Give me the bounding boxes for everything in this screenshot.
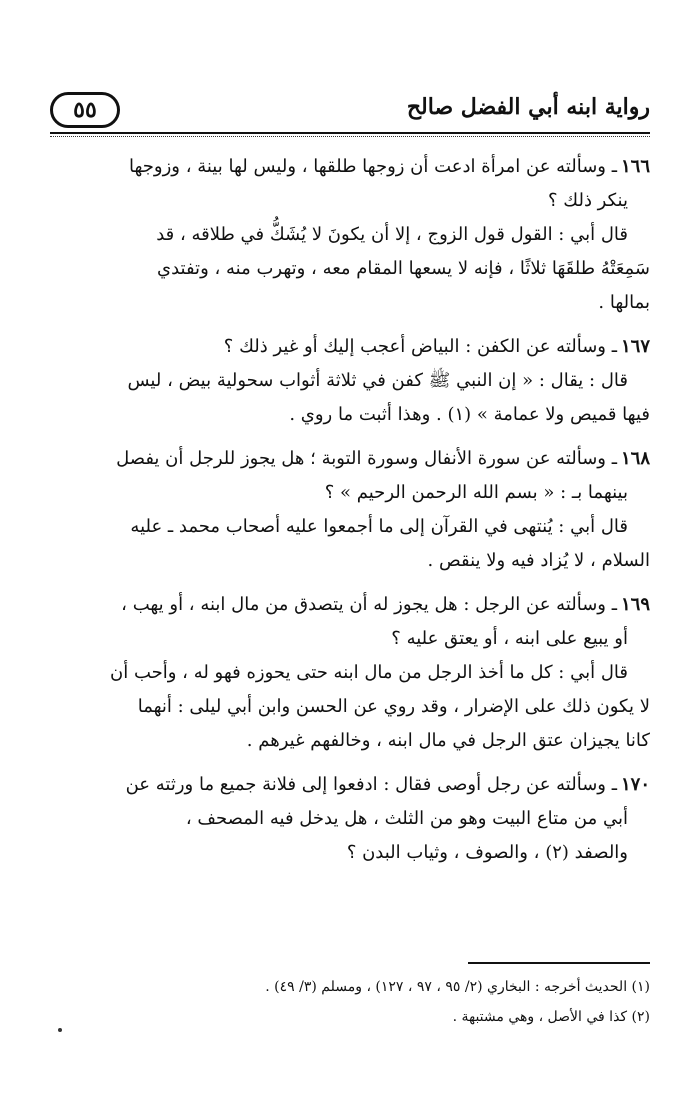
footnote-1: (١) الحديث أخرجه : البخاري (٢/ ٩٥ ، ٩٧ ، ١٢٧) ، ومسلم (٣/ ٤٩) . (265, 979, 650, 995)
header-rule (50, 132, 650, 134)
question-text: ـ وسألته عن الكفن : البياض أعجب إليك أو غير ذلك ؟ (223, 336, 617, 357)
print-speck (58, 1028, 62, 1032)
question-text: ـ وسألته عن امرأة ادعت أن زوجها طلقها ، وليس لها بينة ، وزوجها (128, 156, 617, 177)
page-number: ٥٥ (50, 92, 120, 128)
answer-text: السلام ، لا يُزاد فيه ولا ينقص . (427, 550, 650, 571)
answer-text: قال أبي : كل ما أخذ الرجل من مال ابنه حتى يحوزه فهو له ، وأحب أن (110, 662, 628, 683)
question-text: أبي من متاع البيت وهو من الثلث ، هل يدخل فيه المصحف ، (185, 808, 628, 829)
answer-text: لا يكون ذلك على الإضرار ، وقد روي عن الحسن وابن أبي ليلى : أنهما (137, 696, 650, 717)
footnote-rule (468, 962, 650, 964)
question-text: أو يبيع على ابنه ، أو يعتق عليه ؟ (391, 628, 628, 649)
question-text: ـ وسألته عن سورة الأنفال وسورة التوبة ؛ هل يجوز للرجل أن يفصل (116, 448, 617, 469)
answer-text: فيها قميص ولا عمامة » (١) . وهذا أثبت ما روي . (289, 404, 650, 425)
answer-text: بمالها . (598, 292, 650, 313)
entry-number: ١٦٦ (620, 156, 650, 177)
question-text: ينكر ذلك ؟ (548, 190, 628, 211)
answer-text: قال أبي : يُنتهى في القرآن إلى ما أجمعوا عليه أصحاب محمد ـ عليه (130, 516, 628, 537)
page-body (52, 150, 650, 880)
footnote-2: (٢) كذا في الأصل ، وهي مشتبهة . (452, 1009, 650, 1025)
page-header (50, 92, 650, 134)
entry-number: ١٧٠ (620, 774, 650, 795)
entry-169 (52, 588, 650, 758)
running-title: رواية ابنه أبي الفضل صالح (406, 94, 650, 120)
question-text: ـ وسألته عن رجل أوصى فقال : ادفعوا إلى فلانة جميع ما ورثته عن (125, 774, 617, 795)
answer-text: قال : يقال : « إن النبي ﷺ كفن في ثلاثة أثواب سحولية بيض ، ليس (127, 370, 628, 391)
answer-text: قال أبي : القول قول الزوج ، إلا أن يكونَ لا يُشَكُّ في طلاقه ، قد (156, 224, 628, 245)
entry-170 (52, 768, 650, 870)
question-text: والصفد (٢) ، والصوف ، وثياب البدن ؟ (346, 842, 628, 863)
answer-text: سَمِعَتْهُ طلقَهَا ثلاثًا ، فإنه لا يسعها المقام معه ، وتهرب منه ، وتفتدي (156, 258, 650, 279)
entry-number: ١٦٧ (620, 336, 650, 357)
question-text: بينهما بـ : « بسم الله الرحمن الرحيم » ؟ (324, 482, 628, 503)
entry-166 (52, 150, 650, 320)
answer-text: كانا يجيزان عتق الرجل في مال ابنه ، وخالفهم غيرهم . (246, 730, 650, 751)
footnotes (52, 972, 650, 1032)
header-dotted-rule (50, 136, 650, 137)
question-text: ـ وسألته عن الرجل : هل يجوز له أن يتصدق من مال ابنه ، أو يهب ، (121, 594, 617, 615)
entry-168 (52, 442, 650, 578)
entry-number: ١٦٨ (620, 448, 650, 469)
entry-167 (52, 330, 650, 432)
entry-number: ١٦٩ (620, 594, 650, 615)
